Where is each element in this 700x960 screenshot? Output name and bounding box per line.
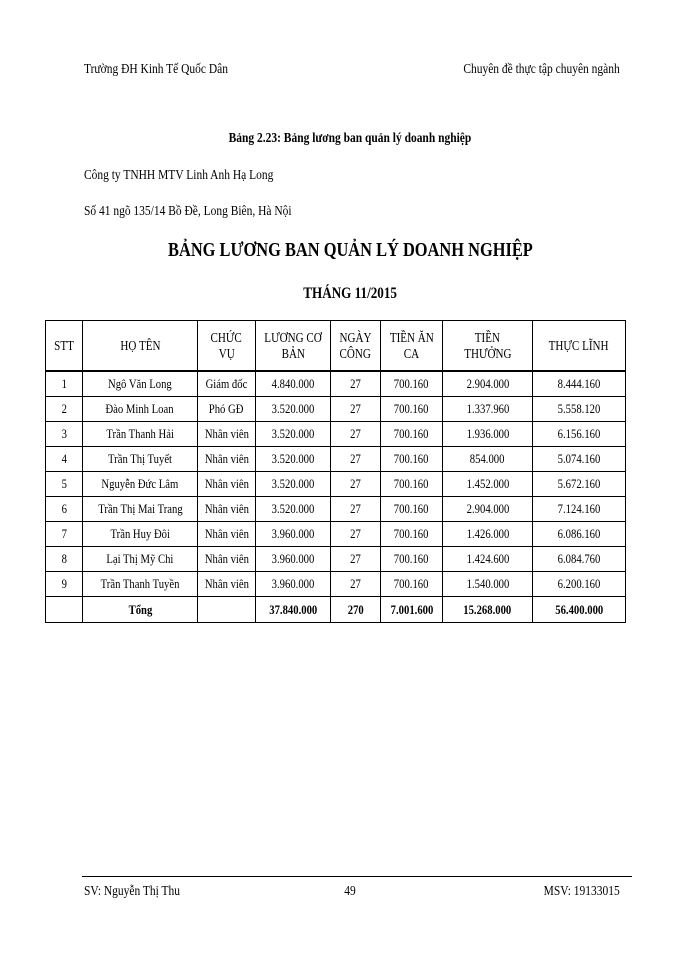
table-cell: 4 bbox=[46, 447, 83, 472]
table-cell: Nhân viên bbox=[198, 472, 256, 497]
column-header: CHỨC VỤ bbox=[198, 321, 256, 372]
table-cell: 2.904.000 bbox=[443, 497, 533, 522]
table-cell: 27 bbox=[331, 397, 381, 422]
table-cell: Trần Thanh Tuyền bbox=[83, 572, 198, 597]
table-cell: 2 bbox=[46, 397, 83, 422]
table-cell: Nhân viên bbox=[198, 422, 256, 447]
table-cell: 27 bbox=[331, 497, 381, 522]
table-row bbox=[46, 447, 626, 472]
table-cell: 700.160 bbox=[381, 447, 443, 472]
table-cell: 7.124.160 bbox=[533, 497, 626, 522]
table-cell: 6 bbox=[46, 497, 83, 522]
table-cell: 4.840.000 bbox=[256, 371, 331, 397]
table-cell: Nguyễn Đức Lâm bbox=[83, 472, 198, 497]
footer-page-number: 49 bbox=[344, 884, 356, 899]
company-name: Công ty TNHH MTV Linh Anh Hạ Long bbox=[84, 168, 274, 183]
table-cell: Nhân viên bbox=[198, 572, 256, 597]
table-cell: 700.160 bbox=[381, 572, 443, 597]
table-cell: 3.960.000 bbox=[256, 572, 331, 597]
table-row bbox=[46, 472, 626, 497]
table-cell: 854.000 bbox=[443, 447, 533, 472]
table-cell: 3.520.000 bbox=[256, 497, 331, 522]
table-cell: 700.160 bbox=[381, 371, 443, 397]
table-cell: Nhân viên bbox=[198, 447, 256, 472]
table-cell: 27 bbox=[331, 447, 381, 472]
table-cell: 1.936.000 bbox=[443, 422, 533, 447]
table-cell: 27 bbox=[331, 472, 381, 497]
table-cell: 3.520.000 bbox=[256, 422, 331, 447]
column-header: HỌ TÊN bbox=[83, 321, 198, 372]
table-cell: Nhân viên bbox=[198, 522, 256, 547]
table-cell: 700.160 bbox=[381, 397, 443, 422]
table-cell: 27 bbox=[331, 547, 381, 572]
table-cell: 1.540.000 bbox=[443, 572, 533, 597]
footer-student-id: MSV: 19133015 bbox=[543, 884, 620, 899]
table-cell: 700.160 bbox=[381, 422, 443, 447]
column-header: THỰC LĨNH bbox=[533, 321, 626, 372]
table-cell: 5.558.120 bbox=[533, 397, 626, 422]
table-cell: 5.074.160 bbox=[533, 447, 626, 472]
total-cell bbox=[46, 597, 83, 623]
table-row bbox=[46, 422, 626, 447]
table-row bbox=[46, 547, 626, 572]
table-cell: Ngô Văn Long bbox=[83, 371, 198, 397]
table-cell: Phó GĐ bbox=[198, 397, 256, 422]
table-cell: Trần Huy Đôi bbox=[83, 522, 198, 547]
table-row bbox=[46, 572, 626, 597]
table-cell: 700.160 bbox=[381, 547, 443, 572]
table-cell: Trần Thị Tuyết bbox=[83, 447, 198, 472]
table-cell: Đào Minh Loan bbox=[83, 397, 198, 422]
table-row bbox=[46, 522, 626, 547]
table-cell: 5.672.160 bbox=[533, 472, 626, 497]
column-header: TIỀN ĂN CA bbox=[381, 321, 443, 372]
table-cell: 1.337.960 bbox=[443, 397, 533, 422]
table-cell: 6.156.160 bbox=[533, 422, 626, 447]
table-header-row bbox=[46, 321, 626, 372]
table-row bbox=[46, 397, 626, 422]
table-cell: 1 bbox=[46, 371, 83, 397]
total-cell: 7.001.600 bbox=[381, 597, 443, 623]
table-cell: Giám đốc bbox=[198, 371, 256, 397]
table-cell: 2.904.000 bbox=[443, 371, 533, 397]
total-cell: 56.400.000 bbox=[533, 597, 626, 623]
table-cell: 700.160 bbox=[381, 497, 443, 522]
total-cell: 15.268.000 bbox=[443, 597, 533, 623]
table-cell: Trần Thị Mai Trang bbox=[83, 497, 198, 522]
table-cell: Trần Thanh Hải bbox=[83, 422, 198, 447]
footer-divider bbox=[82, 876, 632, 877]
table-cell: 3.520.000 bbox=[256, 397, 331, 422]
table-cell: 8 bbox=[46, 547, 83, 572]
column-header: TIỀN THƯỞNG bbox=[443, 321, 533, 372]
table-cell: 8.444.160 bbox=[533, 371, 626, 397]
table-cell: Lại Thị Mỹ Chi bbox=[83, 547, 198, 572]
table-row bbox=[46, 371, 626, 397]
table-cell: 27 bbox=[331, 422, 381, 447]
table-cell: 27 bbox=[331, 572, 381, 597]
table-cell: 1.426.000 bbox=[443, 522, 533, 547]
table-cell: Nhân viên bbox=[198, 547, 256, 572]
total-cell: Tổng bbox=[83, 597, 198, 623]
table-cell: 3.520.000 bbox=[256, 447, 331, 472]
total-cell: 270 bbox=[331, 597, 381, 623]
table-cell: 700.160 bbox=[381, 472, 443, 497]
salary-table bbox=[45, 320, 626, 623]
column-header: STT bbox=[46, 321, 83, 372]
column-header: NGÀY CÔNG bbox=[331, 321, 381, 372]
table-cell: 27 bbox=[331, 522, 381, 547]
table-body bbox=[46, 371, 626, 623]
table-cell: 700.160 bbox=[381, 522, 443, 547]
table-cell: 27 bbox=[331, 371, 381, 397]
footer-student: SV: Nguyễn Thị Thu bbox=[84, 884, 180, 899]
table-row bbox=[46, 497, 626, 522]
table-cell: 7 bbox=[46, 522, 83, 547]
table-cell: 3.520.000 bbox=[256, 472, 331, 497]
table-total-row bbox=[46, 597, 626, 623]
total-cell bbox=[198, 597, 256, 623]
table-cell: 3 bbox=[46, 422, 83, 447]
header-school: Trường ĐH Kinh Tế Quốc Dân bbox=[84, 62, 228, 77]
table-cell: 6.200.160 bbox=[533, 572, 626, 597]
table-cell: Nhân viên bbox=[198, 497, 256, 522]
table-cell: 9 bbox=[46, 572, 83, 597]
total-cell: 37.840.000 bbox=[256, 597, 331, 623]
table-cell: 5 bbox=[46, 472, 83, 497]
table-cell: 3.960.000 bbox=[256, 547, 331, 572]
table-cell: 3.960.000 bbox=[256, 522, 331, 547]
company-address: Số 41 ngõ 135/14 Bồ Đề, Long Biên, Hà Nội bbox=[84, 204, 292, 219]
column-header: LƯƠNG CƠ BẢN bbox=[256, 321, 331, 372]
table-cell: 6.084.760 bbox=[533, 547, 626, 572]
header-topic: Chuyên đề thực tập chuyên ngành bbox=[463, 62, 620, 77]
table-cell: 6.086.160 bbox=[533, 522, 626, 547]
table-cell: 1.424.600 bbox=[443, 547, 533, 572]
month-label: THÁNG 11/2015 bbox=[303, 285, 397, 302]
document-title: BẢNG LƯƠNG BAN QUẢN LÝ DOANH NGHIỆP bbox=[167, 239, 533, 261]
table-caption: Bảng 2.23: Bảng lương ban quản lý doanh nghiệp bbox=[228, 131, 472, 146]
table-cell: 1.452.000 bbox=[443, 472, 533, 497]
